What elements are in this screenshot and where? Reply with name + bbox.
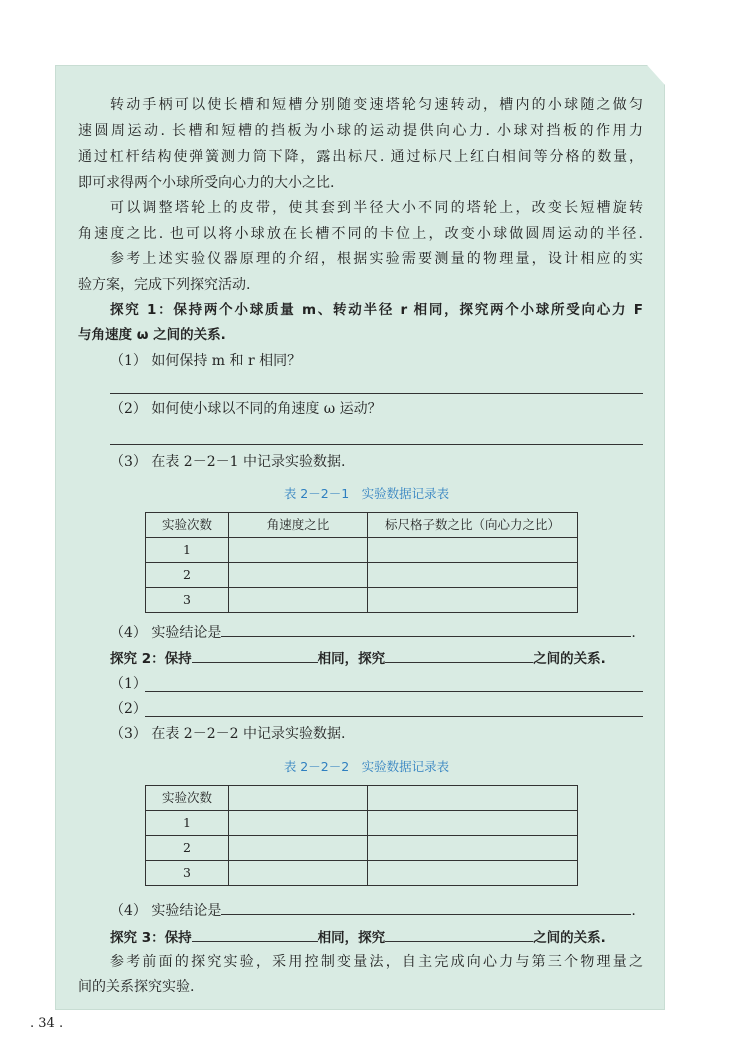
input-cell[interactable] [229,588,368,613]
paragraph-line: 参考前面的探究实验，采用控制变量法，自主完成向心力与第三个物理量之 [110,954,643,970]
explore1-heading: 探究 1：保持两个小球质量 m、转动半径 r 相同，探究两个小球所受向心力 F [110,302,643,318]
trial-cell: 3 [146,861,229,886]
heading-text: 相同，探究 [317,930,386,946]
question-2: （2） [110,701,147,717]
period: . [631,903,636,919]
explore3-heading [110,927,606,947]
input-cell[interactable] [368,811,578,836]
input-cell[interactable] [368,563,578,588]
paragraph-line: 参考上述实验仪器原理的介绍，根据实验需要测量的物理量，设计相应的实 [110,251,643,267]
conclusion-blank[interactable] [221,900,631,915]
blank-field[interactable] [385,927,533,942]
paragraph-line: 角速度之比. 也可以将小球放在长槽不同的卡位上，改变小球做圆周运动的半径. [78,226,643,242]
question-4 [110,900,636,920]
table-row [146,538,578,563]
question-4-label: （4） 实验结论是 [110,903,222,919]
question-2: （2） 如何使小球以不同的角速度 ω 运动？ [110,401,382,417]
header-cell: 实验次数 [146,786,229,811]
table-row [146,588,578,613]
input-cell[interactable] [229,786,368,811]
table-caption: 表 2－2－2 实验数据记录表 [283,759,450,774]
table-header-row [146,513,578,538]
heading-text: 之间的关系. [533,651,606,667]
heading-text: 之间的关系. [533,930,606,946]
table-row [146,836,578,861]
blank-field[interactable] [192,648,318,663]
paragraph-line: 即可求得两个小球所受向心力的大小之比. [78,175,335,191]
header-cell: 标尺格子数之比（向心力之比） [368,513,578,538]
period: . [631,625,636,641]
question-3: （3） 在表 2－2－1 中记录实验数据. [110,454,346,470]
paragraph-line: 通过杠杆结构使弹簧测力筒下降，露出标尺. 通过标尺上红白相间等分格的数量， [78,149,643,165]
question-1: （1） 如何保持 m 和 r 相同？ [110,353,302,369]
answer-line[interactable] [110,444,643,445]
heading-text: 探究 2：保持 [110,651,192,667]
paragraph-line: 转动手柄可以使长槽和短槽分别随变速塔轮匀速转动，槽内的小球随之做匀 [110,97,643,113]
explore1-heading-cont: 与角速度 ω 之间的关系. [78,327,226,343]
blank-field[interactable] [385,648,533,663]
header-cell: 实验次数 [146,513,229,538]
trial-cell: 1 [146,538,229,563]
table-caption: 表 2－2－1 实验数据记录表 [283,486,450,501]
data-table-2 [145,785,578,886]
paragraph-line: 速圆周运动. 长槽和短槽的挡板为小球的运动提供向心力. 小球对挡板的作用力 [78,123,643,139]
data-table-1 [145,512,578,613]
heading-text: 探究 3：保持 [110,930,192,946]
paragraph-line: 验方案，完成下列探究活动. [78,277,251,293]
page-number: . 34 . [30,1016,64,1031]
question-1: （1） [110,676,147,692]
input-cell[interactable] [229,861,368,886]
answer-line[interactable] [145,716,643,717]
table-row [146,861,578,886]
answer-line[interactable] [110,393,643,394]
input-cell[interactable] [229,538,368,563]
answer-line[interactable] [145,691,643,692]
question-4-label: （4） 实验结论是 [110,625,222,641]
question-3: （3） 在表 2－2－2 中记录实验数据. [110,726,346,742]
input-cell[interactable] [368,786,578,811]
input-cell[interactable] [368,836,578,861]
input-cell[interactable] [229,563,368,588]
header-cell: 角速度之比 [229,513,368,538]
paragraph-line: 可以调整塔轮上的皮带，使其套到半径大小不同的塔轮上，改变长短槽旋转 [110,200,643,216]
input-cell[interactable] [229,811,368,836]
explore2-heading [110,648,606,668]
question-4 [110,622,636,642]
table-row [146,563,578,588]
conclusion-blank[interactable] [221,622,631,637]
input-cell[interactable] [229,836,368,861]
trial-cell: 1 [146,811,229,836]
table-row [146,811,578,836]
paragraph-line: 间的关系探究实验. [78,979,195,995]
input-cell[interactable] [368,538,578,563]
input-cell[interactable] [368,588,578,613]
trial-cell: 2 [146,836,229,861]
trial-cell: 2 [146,563,229,588]
blank-field[interactable] [192,927,318,942]
table-header-row [146,786,578,811]
input-cell[interactable] [368,861,578,886]
heading-text: 相同，探究 [317,651,386,667]
trial-cell: 3 [146,588,229,613]
